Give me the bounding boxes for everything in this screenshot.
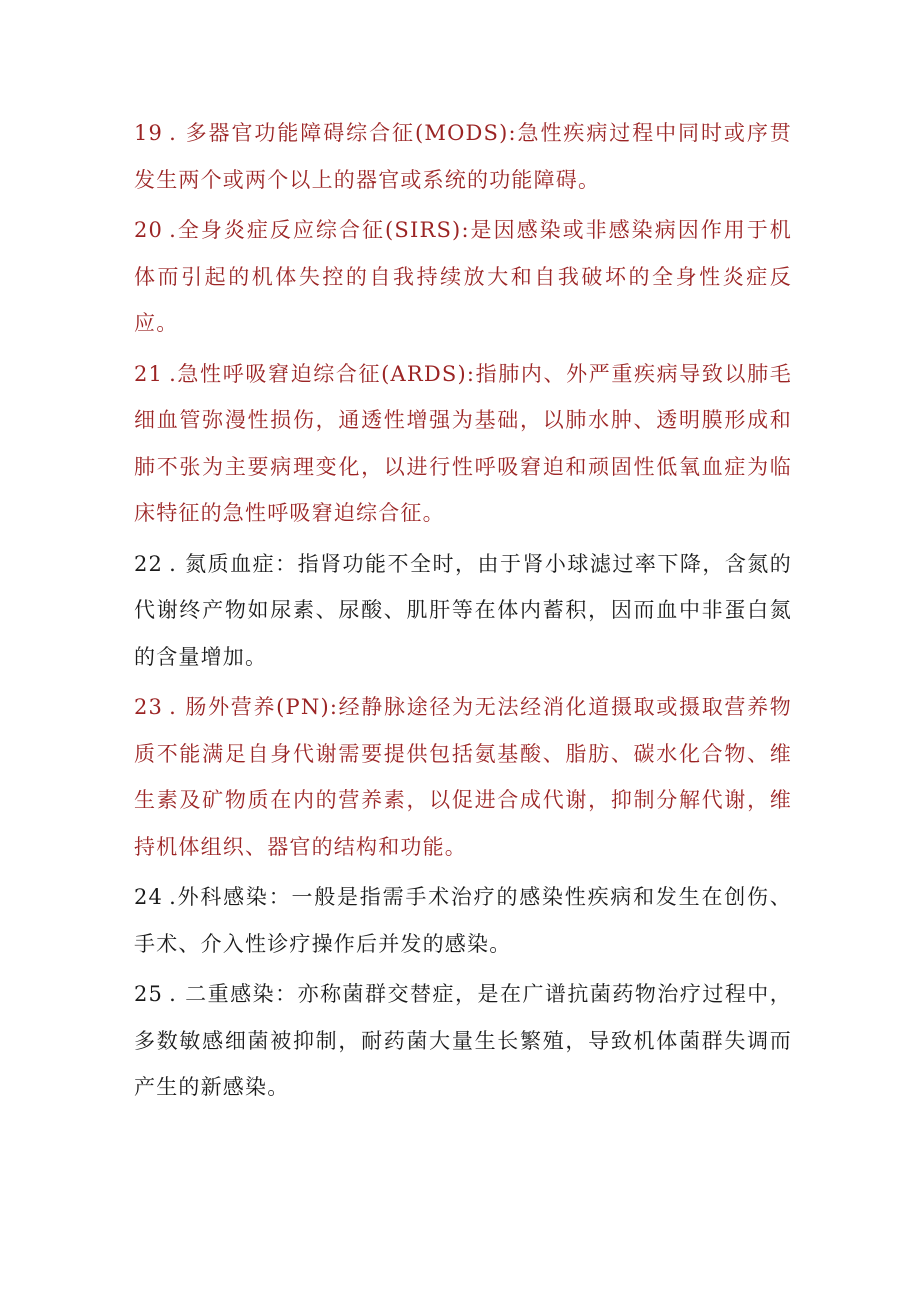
entry-text: .全身炎症反应综合征(SIRS):是因感染或非感染病因作用于机体而引起的机体失控的自我持续放大和自我破坏的全身性炎症反应。: [134, 218, 792, 335]
entry-number: 21: [134, 361, 164, 386]
entry-number: 19: [134, 121, 164, 145]
definition-entry-23: [134, 684, 792, 870]
definition-entry-20: [134, 207, 792, 347]
definition-entry-24: [134, 874, 792, 967]
entry-text: . 多器官功能障碍综合征(MODS):急性疾病过程中同时或序贯发生两个或两个以上的器官或系统的功能障碍。: [134, 121, 792, 192]
entry-text: . 氮质血症：指肾功能不全时，由于肾小球滤过率下降，含氮的代谢终产物如尿素、尿酸、肌肝等在体内蓄积，因而血中非蛋白氮的含量增加。: [134, 551, 792, 669]
entry-text: . 二重感染：亦称菌群交替症，是在广谱抗菌药物治疗过程中，多数敏感细菌被抑制，耐药菌大量生长繁殖，导致机体菌群失调而产生的新感染。: [134, 982, 792, 1099]
entry-text: .急性呼吸窘迫综合征(ARDS):指肺内、外严重疾病导致以肺毛细血管弥漫性损伤，通透性增强为基础，以肺水肿、透明膜形成和肺不张为主要病理变化，以进行性呼吸窘迫和顽固性低氧血症为临床特征的急性呼吸窘迫综合征。: [134, 361, 792, 525]
entry-text: . 肠外营养(PN):经静脉途径为无法经消化道摄取或摄取营养物质不能满足自身代谢需要提供包括氨基酸、脂肪、碳水化合物、维生素及矿物质在内的营养素，以促进合成代谢，抑制分解代谢，维持机体组织、器官的结构和功能。: [134, 695, 792, 859]
entry-number: 24: [134, 885, 164, 909]
entry-number: 22: [134, 551, 164, 576]
definition-entry-21: [134, 351, 792, 537]
definition-entry-25: [134, 971, 792, 1111]
entry-number: 20: [134, 218, 164, 242]
entry-number: 25: [134, 982, 164, 1006]
definition-entry-22: [134, 541, 792, 681]
entry-number: 23: [134, 695, 164, 719]
definition-entry-19: [134, 110, 792, 203]
entry-text: .外科感染：一般是指需手术治疗的感染性疾病和发生在创伤、手术、介入性诊疗操作后并发的感染。: [134, 885, 792, 956]
definition-list: [134, 110, 792, 1115]
